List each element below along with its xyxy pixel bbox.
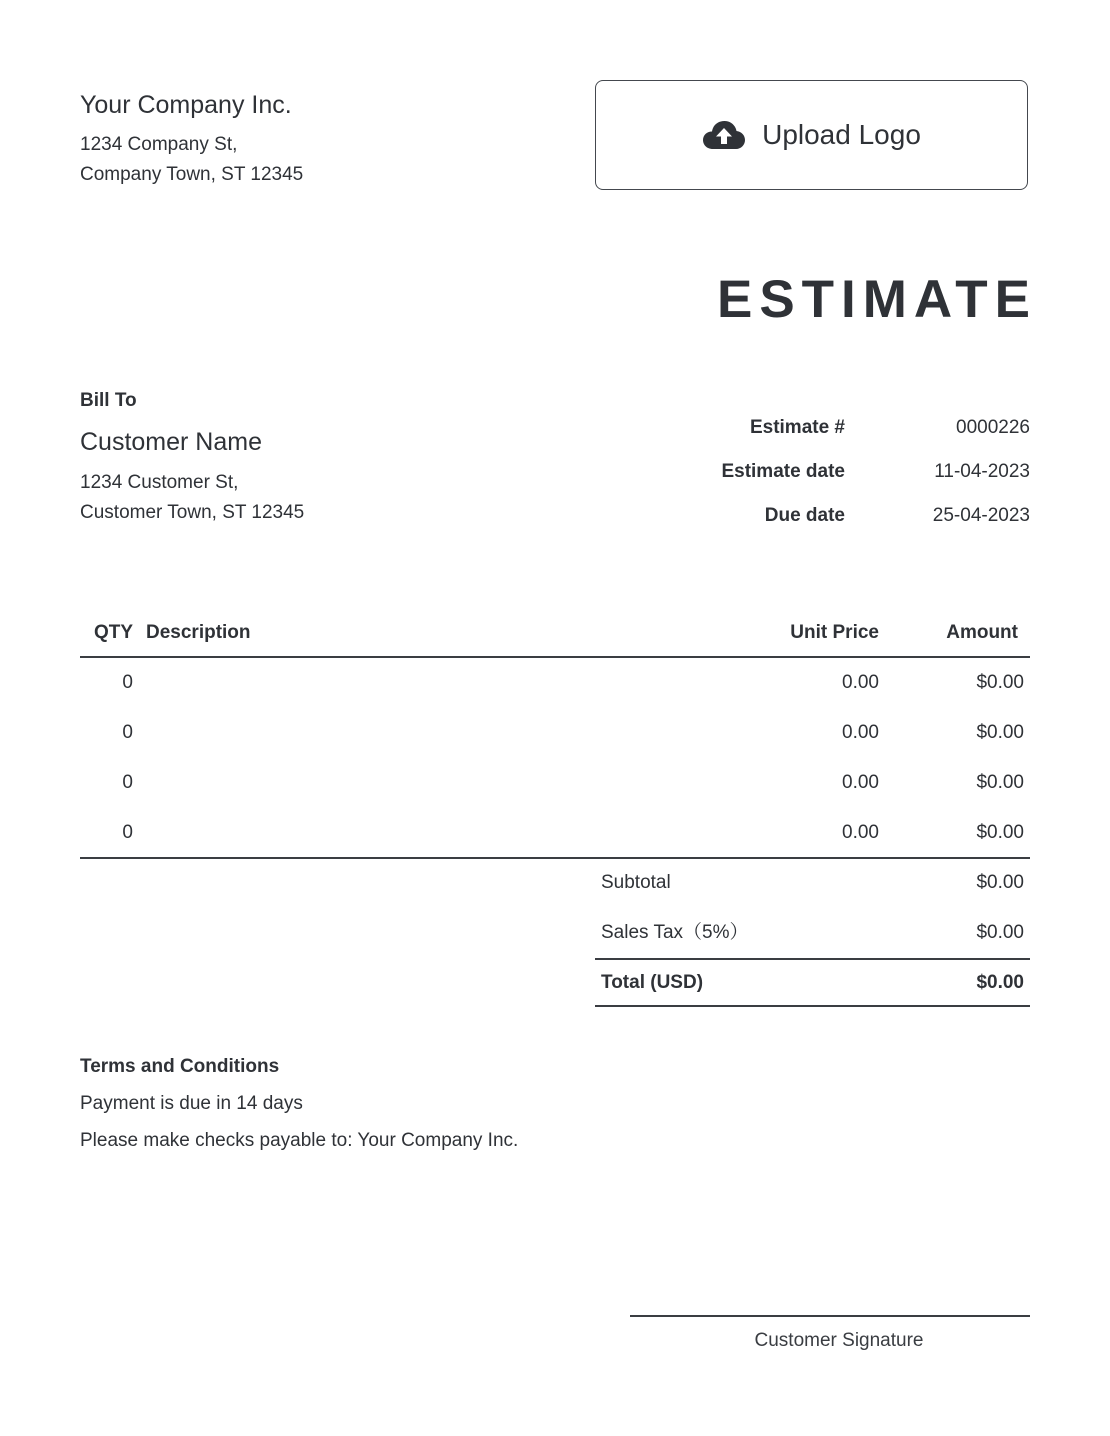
row-1-amount: $0.00 — [976, 672, 1024, 693]
row-3-qty[interactable]: 0 — [122, 772, 133, 793]
upload-logo-label: Upload Logo — [762, 119, 921, 150]
column-header-description: Description — [146, 622, 251, 643]
row-1-qty[interactable]: 0 — [122, 672, 133, 693]
subtotal-value: $0.00 — [976, 872, 1024, 893]
terms-line-2[interactable]: Please make checks payable to: Your Company Inc. — [80, 1130, 519, 1151]
document-title[interactable]: ESTIMATE — [716, 270, 1037, 329]
bill-to-label: Bill To — [80, 390, 137, 411]
due-date-value[interactable]: 25-04-2023 — [932, 505, 1030, 526]
customer-name[interactable]: Customer Name — [80, 428, 262, 456]
row-4-unit-price[interactable]: 0.00 — [842, 822, 879, 843]
total-top-divider — [595, 958, 1030, 960]
upload-logo-button[interactable] — [595, 80, 1028, 190]
table-header-divider — [80, 656, 1030, 658]
estimate-date-value[interactable]: 11-04-2023 — [934, 461, 1030, 482]
sales-tax-label[interactable]: Sales Tax（5%） — [601, 922, 749, 943]
row-4-amount: $0.00 — [976, 822, 1024, 843]
table-footer-divider — [80, 857, 1030, 859]
row-1-unit-price[interactable]: 0.00 — [842, 672, 879, 693]
column-header-qty: QTY — [93, 622, 133, 643]
estimate-number-value[interactable]: 0000226 — [956, 417, 1030, 438]
customer-address-line1[interactable]: 1234 Customer St, — [80, 472, 239, 493]
row-3-amount: $0.00 — [976, 772, 1024, 793]
sales-tax-value: $0.00 — [976, 922, 1024, 943]
column-header-unit-price: Unit Price — [790, 622, 879, 643]
total-value: $0.00 — [976, 972, 1024, 993]
row-2-qty[interactable]: 0 — [122, 722, 133, 743]
company-name[interactable]: Your Company Inc. — [80, 91, 292, 119]
row-2-unit-price[interactable]: 0.00 — [842, 722, 879, 743]
subtotal-label: Subtotal — [601, 872, 671, 893]
customer-address-line2[interactable]: Customer Town, ST 12345 — [80, 502, 305, 523]
cloud-upload-icon — [702, 119, 746, 151]
row-2-amount: $0.00 — [976, 722, 1024, 743]
column-header-amount: Amount — [946, 622, 1018, 643]
estimate-date-label: Estimate date — [721, 461, 845, 482]
terms-line-1[interactable]: Payment is due in 14 days — [80, 1093, 303, 1114]
due-date-label: Due date — [764, 505, 845, 526]
customer-signature-label: Customer Signature — [754, 1330, 924, 1351]
company-address-line1[interactable]: 1234 Company St, — [80, 134, 238, 155]
terms-title[interactable]: Terms and Conditions — [80, 1056, 280, 1077]
row-4-qty[interactable]: 0 — [122, 822, 133, 843]
row-3-unit-price[interactable]: 0.00 — [842, 772, 879, 793]
company-address-line2[interactable]: Company Town, ST 12345 — [80, 164, 304, 185]
signature-line — [630, 1315, 1030, 1317]
estimate-number-label: Estimate # — [749, 417, 845, 438]
total-bottom-divider — [595, 1005, 1030, 1007]
total-label: Total (USD) — [601, 972, 704, 993]
